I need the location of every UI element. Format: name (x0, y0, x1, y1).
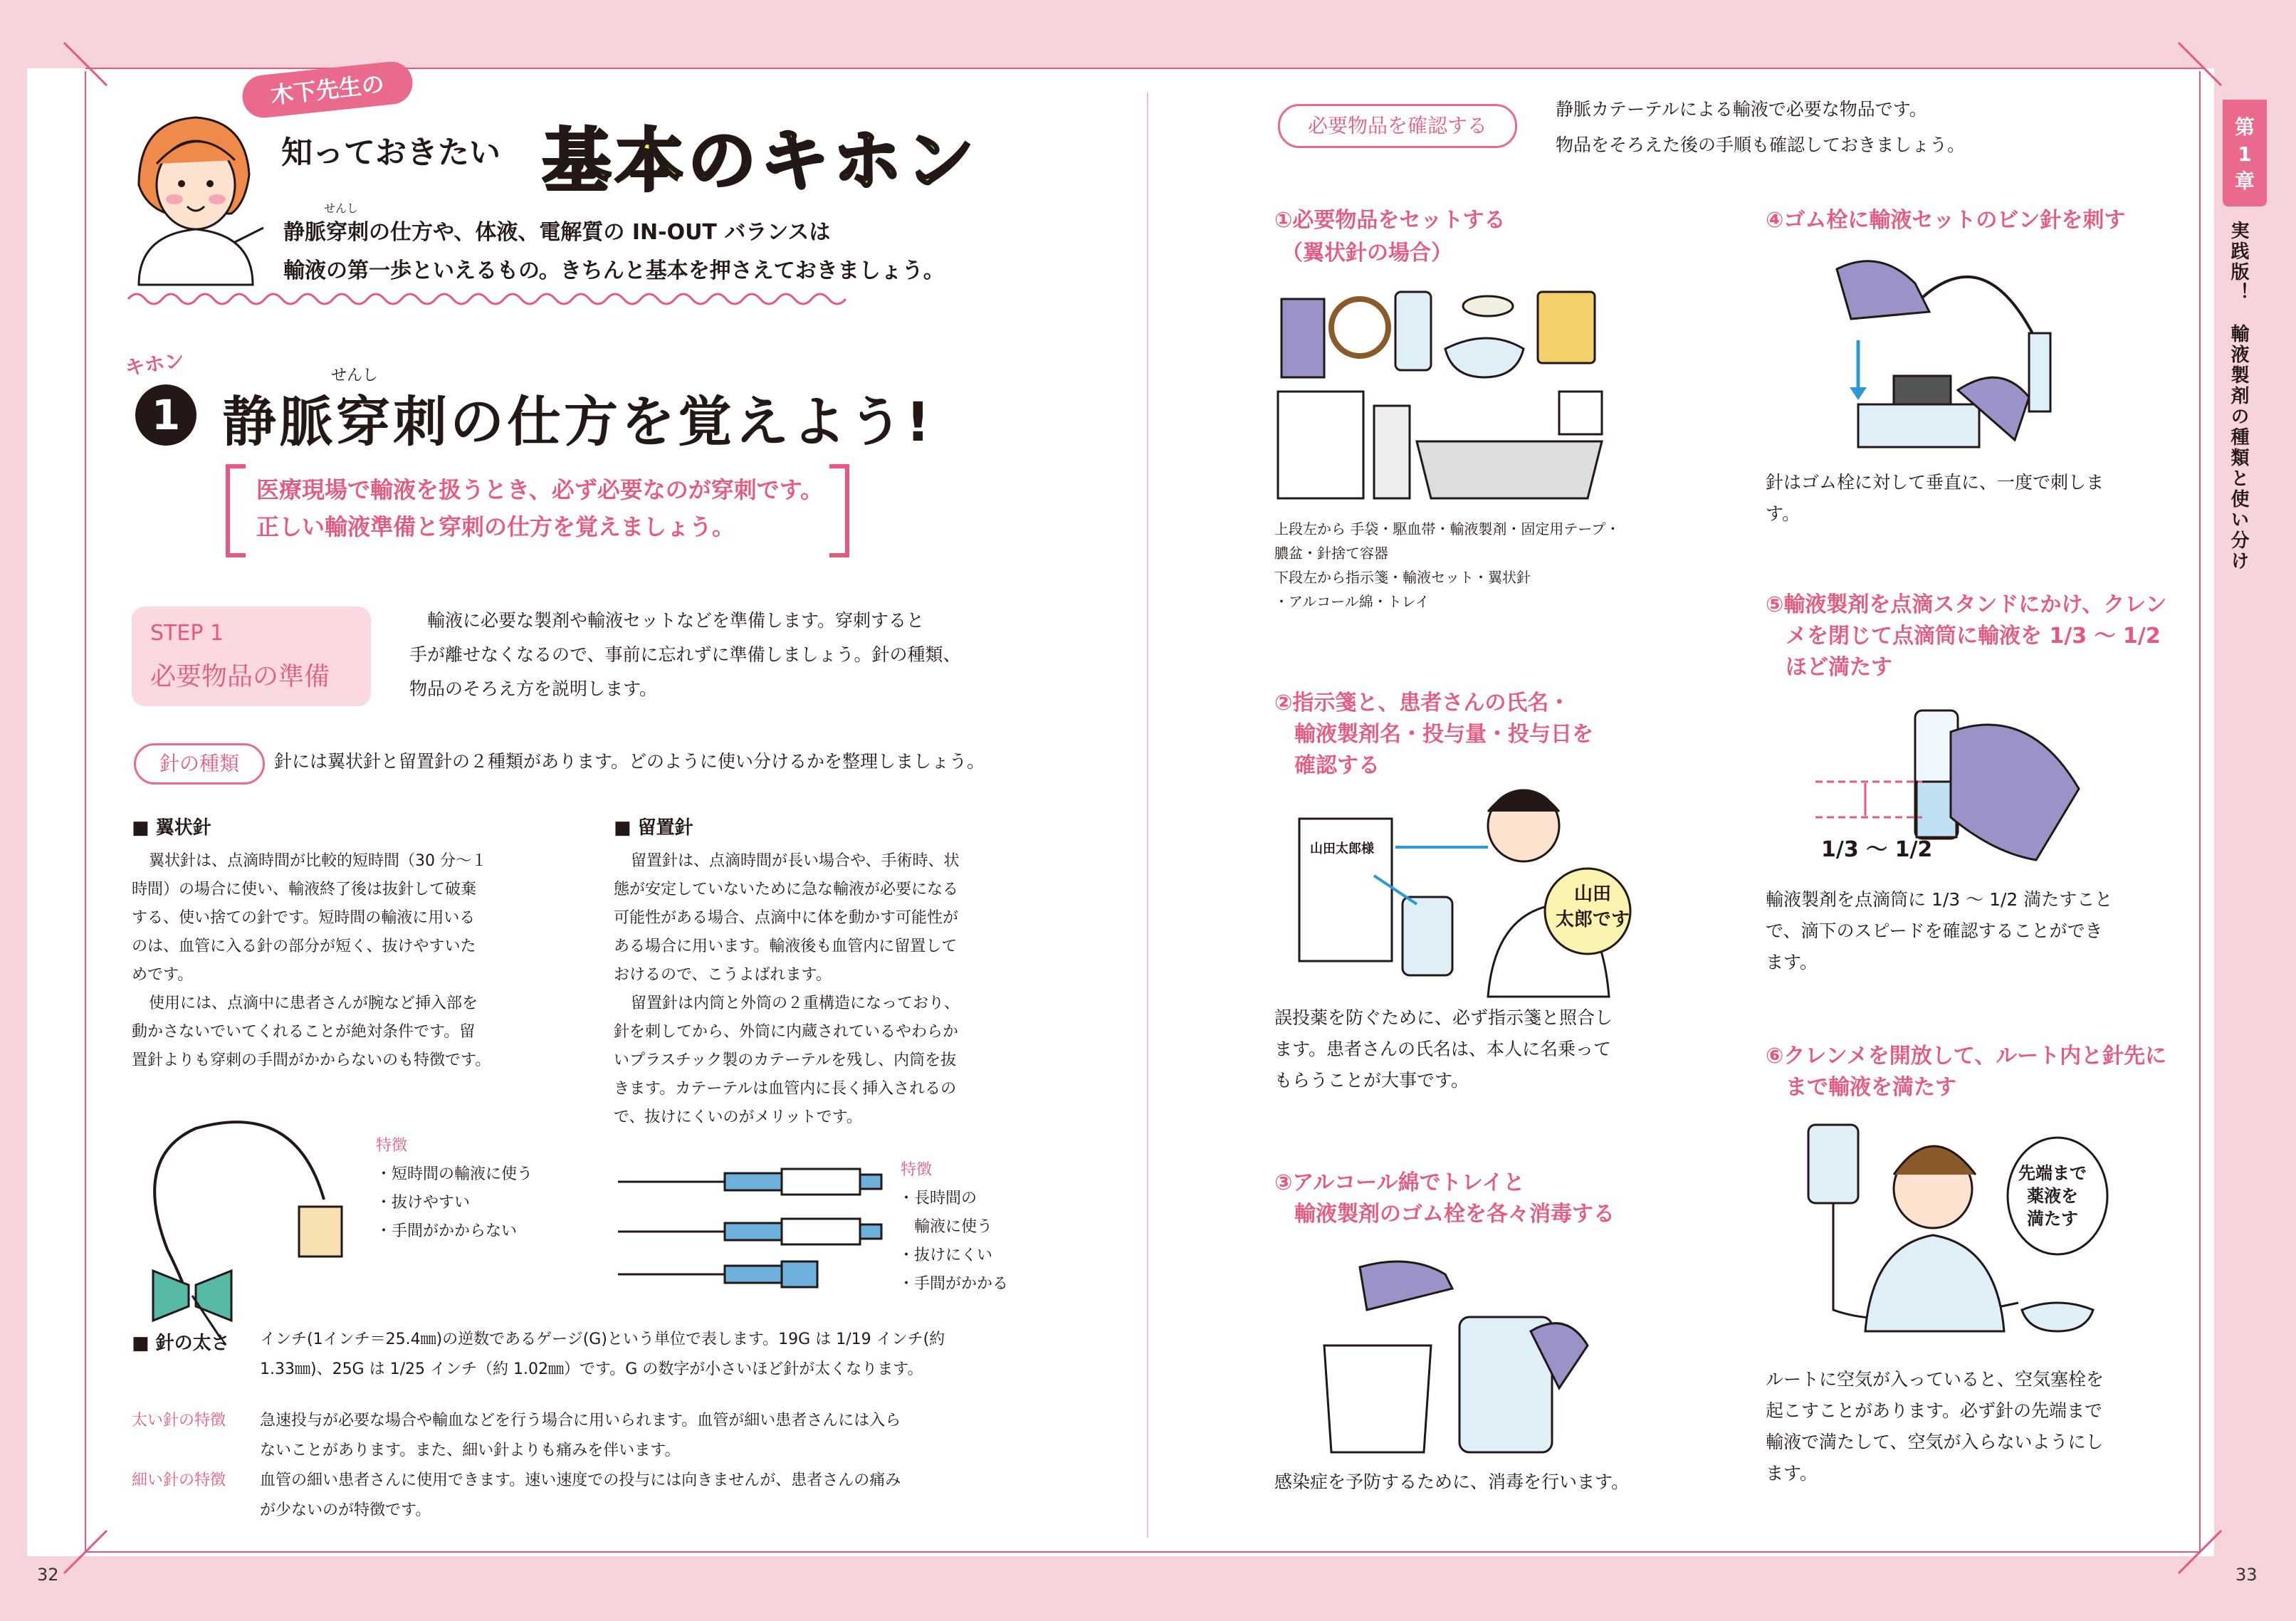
wing-heading: ■ 翼状針 (132, 817, 211, 839)
s4-text-line: す。 (1766, 503, 1800, 524)
step1-text-2: 手が離せなくなるので、事前に忘れずに準備しましょう。針の種類、 (409, 644, 961, 665)
intro-line-2: 輸液の第一歩といえるもの。きちんと基本を押さえておきましょう。 (283, 258, 945, 283)
section-ruby: せんし (331, 367, 379, 384)
bubble-line: 満たす (2027, 1209, 2078, 1229)
s6-text-line: ます。 (1766, 1463, 1818, 1484)
s5-text (1766, 884, 2112, 978)
s5-title-line: ⑤輸液製剤を点滴スタンドにかけ、クレン (1766, 592, 2167, 617)
wing-line: 使用には、点滴中に患者さんが腕など挿入部を (149, 995, 478, 1012)
feature-item: ・長時間の (898, 1190, 977, 1207)
s4-title: ④ゴム栓に輸液セットのビン針を刺す (1766, 208, 2126, 233)
s6-text-line: ルートに空気が入っていると、空気塞栓を (1766, 1369, 2104, 1390)
s6-title-line: ⑥クレンメを開放して、ルート内と針先に (1766, 1044, 2167, 1069)
step1-label: STEP 1 (150, 621, 224, 646)
thick-label: 太い針の特徴 (132, 1412, 226, 1429)
feature-item: ・抜けにくい (898, 1247, 993, 1264)
bubble-line: 薬液を (2027, 1186, 2078, 1206)
s3-title-line: ③アルコール綿でトレイと (1274, 1170, 1525, 1195)
caption-line: 膿盆・針捨て容器 (1274, 545, 1388, 562)
feature-item: 輸液に使う (898, 1218, 993, 1236)
step1-text-3: 物品のそろえ方を説明します。 (409, 678, 658, 699)
feature-item: ・手間がかかる (898, 1275, 1009, 1293)
step1-title: 必要物品の準備 (150, 662, 330, 691)
thin-line-1: 血管の細い患者さんに使用できます。速い速度での投与には向きませんが、患者さんの痛み (260, 1472, 901, 1489)
s2-text-line: 誤投薬を防ぐために、必ず指示箋と照合し (1274, 1007, 1613, 1028)
bubble-line: 山田 (1574, 883, 1612, 905)
indwelling-needle-illustration (618, 1160, 888, 1289)
right-intro-2: 物品をそろえた後の手順も確認しておきましょう。 (1556, 135, 1966, 155)
caption-line: 下段左から指示箋・輸液セット・翼状針 (1274, 569, 1531, 586)
bubble-line: 先端まで (2018, 1163, 2087, 1183)
indwelling-line: 留置針は内筒と外筒の２重構造になっており、 (631, 995, 960, 1012)
thick-line-2: ないことがあります。また、細い針よりも痛みを伴います。 (260, 1442, 681, 1459)
s2-title-line: ②指示箋と、患者さんの氏名・ (1274, 691, 1571, 715)
title-small: 知っておきたい (281, 135, 500, 171)
s5-title-line: ほど満たす (1786, 655, 1892, 680)
s2-text-line: ます。患者さんの氏名は、本人に名乗って (1274, 1039, 1612, 1059)
s3-title (1274, 1168, 1615, 1230)
s3-title-line: 輸液製剤のゴム栓を各々消毒する (1294, 1202, 1615, 1227)
s5-text-line: ます。 (1766, 952, 1818, 972)
wing-line: 動かさないでいてくれることが絶対条件です。留 (132, 1023, 476, 1041)
indwelling-features (898, 1185, 1008, 1299)
kihon-tag: キホン (123, 348, 187, 380)
wing-feature-title: 特徴 (376, 1137, 408, 1155)
feature-item: ・短時間の輸液に使う (376, 1165, 533, 1183)
s6-title (1766, 1041, 2166, 1103)
chapter-number: 1 (2238, 142, 2252, 166)
indwelling-line: で、抜けにくいのがメリットです。 (614, 1108, 862, 1126)
chapter-tab[interactable] (2223, 100, 2267, 206)
chapter-vertical-title: 実践版！ 輸液製剤の種類と使い分け (2228, 221, 2249, 572)
s5-title (1766, 589, 2166, 683)
needle-types-pill: 針の種類 (134, 743, 265, 785)
wing-features (376, 1160, 533, 1246)
thin-line-2: が少ないのが特徴です。 (260, 1501, 431, 1519)
page-number-left: 32 (37, 1565, 59, 1585)
wing-line: 翼状針は、点滴時間が比較的短時間（30 分〜１ (149, 852, 487, 870)
s4-text-line: 針はゴム栓に対して垂直に、一度で刺しま (1766, 472, 2104, 493)
s5-fraction: 1/3 〜 1/2 (1821, 837, 1933, 862)
gauge-heading: ■ 針の太さ (132, 1333, 230, 1354)
section-number: 1 (135, 384, 196, 446)
teacher-badge: 木下先生の (241, 60, 415, 120)
page-number-right: 33 (2235, 1565, 2258, 1585)
s2-title-line: 輸液製剤名・投与量・投与日を (1294, 722, 1593, 747)
wing-line: めです。 (132, 966, 194, 984)
s6-text-line: 輸液で満たして、空気が入らないようにし (1766, 1432, 2104, 1452)
feature-item: ・抜けやすい (376, 1194, 471, 1212)
s2-bubble (1556, 881, 1630, 933)
gauge-line-2: 1.33㎜)、25G は 1/25 インチ（約 1.02㎜）です。G の数字が小さいほど針が太くなります。 (260, 1360, 923, 1378)
s6-text (1766, 1364, 2104, 1489)
indwelling-heading: ■ 留置針 (614, 817, 693, 839)
indwelling-feature-title: 特徴 (901, 1161, 933, 1179)
indwelling-line: 態が安定していないために急な輸液が必要になる (614, 881, 959, 898)
indwelling-line: きます。カテーテルは血管内に長く挿入されるの (614, 1080, 957, 1098)
s6-bubble (2018, 1162, 2087, 1230)
s5-title-line: メを閉じて点滴筒に輸液を 1/3 〜 1/2 (1786, 624, 2161, 649)
wing-line: のは、血管に入る針の部分が短く、抜けやすいた (132, 938, 476, 955)
wing-line: 置針よりも穿刺の手間がかからないのも特徴です。 (132, 1051, 491, 1069)
s2-title (1274, 688, 1593, 782)
s6-title-line: まで輸液を満たす (1786, 1075, 1956, 1100)
wing-line: 時間）の場合に使い、輸液終了後は抜針して破棄 (132, 881, 477, 898)
s3-text: 感染症を予防するために、消毒を行います。 (1274, 1472, 1630, 1492)
section-title: 静脈穿刺の仕方を覚えよう! (222, 390, 933, 453)
wing-line: する、使い捨ての針です。短時間の輸液に用いる (132, 909, 476, 927)
s1-title-1: ①必要物品をセットする (1274, 208, 1506, 233)
title-main: 基本のキホン (542, 121, 978, 201)
step1-box (132, 607, 371, 706)
s1-title-2: （翼状針の場合） (1281, 241, 1452, 266)
thick-line-1: 急速投与が必要な場合や輸血などを行う場合に用いられます。血管が細い患者さんには入ら (260, 1412, 901, 1429)
needle-types-text: 針には翼状針と留置針の２種類があります。どのように使い分けるかを整理しましょう。 (274, 751, 985, 772)
caption-line: ・アルコール綿・トレイ (1274, 593, 1430, 610)
indwelling-line: 可能性がある場合、点滴中に体を動かす可能性が (614, 909, 959, 927)
s1-caption (1274, 517, 1620, 614)
supplies-illustration (1274, 285, 1616, 505)
teacher-illustration (125, 100, 267, 285)
lead-line-1: 医療現場で輸液を扱うとき、必ず必要なのが穿刺です。 (256, 476, 824, 503)
feature-item: ・手間がかからない (376, 1222, 518, 1240)
indwelling-line: 留置針は、点滴時間が長い場合や、手術時、状 (631, 852, 960, 870)
indwelling-line: ある場合に用います。輸液後も血管内に留置して (614, 938, 958, 955)
chapter-char: 章 (2234, 169, 2255, 193)
ruby-senshi: せんし (324, 201, 359, 215)
spike-illustration (1830, 248, 2086, 447)
s5-text-line: 輸液製剤を点滴筒に 1/3 〜 1/2 満たすこと (1766, 889, 2113, 910)
right-intro-1: 静脈カテーテルによる輸液で必要な物品です。 (1556, 99, 1927, 120)
indwelling-line: いプラスチック製のカテーテルを残し、内筒を抜 (614, 1051, 957, 1069)
s2-text (1274, 1002, 1613, 1096)
disinfect-illustration (1317, 1253, 1588, 1452)
s4-text (1766, 467, 2104, 530)
bubble-line: 太郎です (1556, 909, 1630, 930)
indwelling-line: 針を刺してから、外筒に内蔵されているやわらか (614, 1023, 959, 1041)
indwelling-text (614, 847, 1034, 1132)
thin-label: 細い針の特徴 (132, 1472, 226, 1489)
caption-line: 上段左から 手袋・駆血帯・輸液製剤・固定用テープ・ (1274, 520, 1620, 537)
indwelling-line: おけるので、こうよばれます。 (614, 966, 832, 984)
check-items-pill: 必要物品を確認する (1278, 104, 1517, 148)
chapter-char: 第 (2234, 115, 2255, 139)
lead-line-2: 正しい輸液準備と穿刺の仕方を覚えましょう。 (256, 513, 735, 540)
step1-text-1: 輸液に必要な製剤や輸液セットなどを準備します。穿刺すると (427, 610, 925, 631)
s2-title-line: 確認する (1294, 753, 1380, 778)
s5-text-line: で、滴下のスピードを確認することができ (1766, 920, 2103, 941)
gauge-line-1: インチ(1インチ＝25.4㎜)の逆数であるゲージ(G)という単位で表します。19G は 1/19 インチ(約 (260, 1331, 945, 1348)
wing-needle-illustration (139, 1107, 367, 1328)
wing-text (132, 847, 552, 1075)
s2-text-line: もらうことが大事です。 (1274, 1070, 1469, 1091)
intro-line-1: 静脈穿刺の仕方や、体液、電解質の IN-OUT バランスは (283, 220, 831, 245)
s2-name-label: 山田太郎様 (1310, 841, 1374, 856)
s6-text-line: 起こすことがあります。必ず針の先端まで (1766, 1400, 2103, 1421)
